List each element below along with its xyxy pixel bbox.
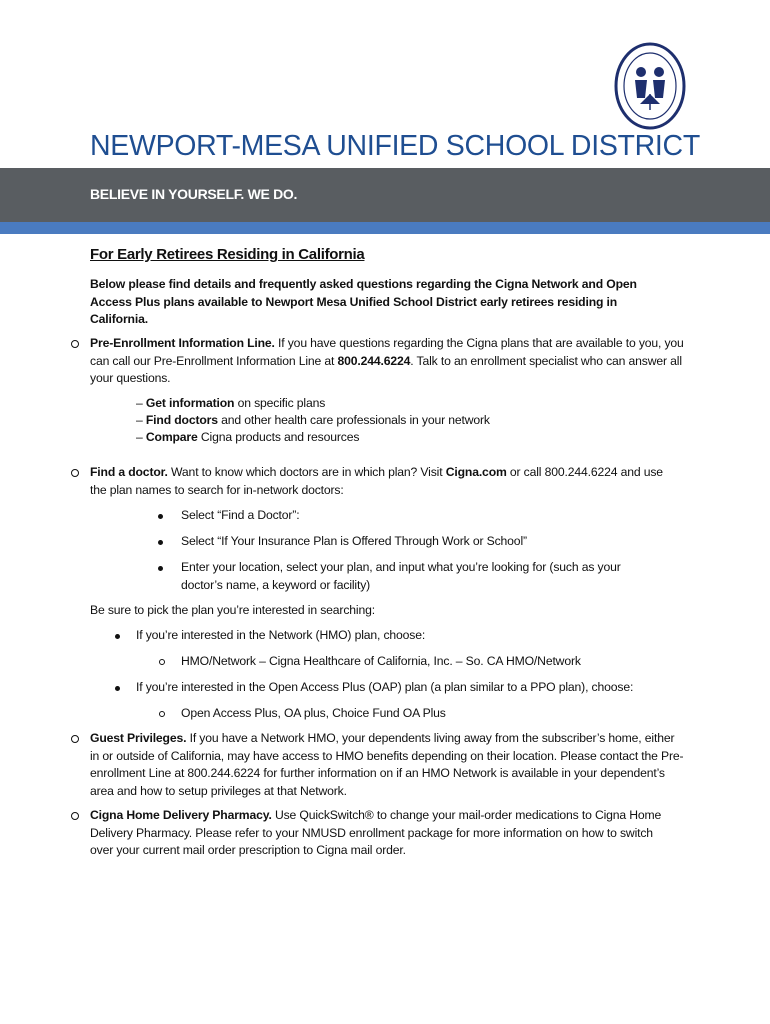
bullet-icon (158, 566, 163, 571)
ring-bullet-icon (159, 711, 165, 717)
hmo-plan: HMO/Network – Cigna Healthcare of California, Inc. – So. CA HMO/Network (181, 654, 581, 668)
district-title: NEWPORT-MESA UNIFIED SCHOOL DISTRICT (90, 130, 700, 162)
hmo-choice: If you’re interested in the Network (HMO) plan, choose: (136, 628, 426, 642)
outline-bullet-icon (71, 340, 79, 348)
intro-paragraph: Below please find details and frequently asked questions regarding the Cigna Network and Open Access Plus plans available to Newport Mesa Unified School District early retirees residing in California. (90, 277, 637, 326)
pharmacy-title: Cigna Home Delivery Pharmacy. (90, 808, 272, 822)
pharmacy-text: Use QuickSwitch® to change your mail-order medications to Cigna Home Delivery Pharmacy. Please refer to your NMUSD enrollment package for more information on how to switch over your current mail order prescription to Cigna mail order. (90, 808, 662, 857)
outline-bullet-icon (71, 735, 79, 743)
pre-enrollment-title: Pre-Enrollment Information Line. (90, 336, 275, 350)
list-item-bold: Compare (145, 430, 198, 444)
be-sure-text: Be sure to pick the plan you’re interested in searching: (90, 603, 375, 617)
list-item: – Compare Cigna products and resources (136, 430, 360, 444)
tagline-banner (0, 168, 770, 222)
accent-strip (0, 222, 770, 234)
bullet-icon (158, 514, 163, 519)
bullet-icon (115, 686, 120, 691)
pre-enrollment-text-1: If you have questions regarding the Cigna plans that are available to you, you can call our Pre-Enrollment Information Line at (90, 336, 684, 368)
find-doctor-text-1: Want to know which doctors are in which plan? Visit (167, 465, 446, 479)
bullet-icon (115, 634, 120, 639)
district-seal-logo (614, 42, 686, 130)
list-item-bold: Find doctors (145, 413, 218, 427)
bullet-icon (158, 540, 163, 545)
step-item-continued: doctor’s name, a keyword or facility) (181, 578, 371, 592)
tagline: BELIEVE IN YOURSELF. WE DO. (90, 186, 298, 202)
guest-text: If you have a Network HMO, your dependents living away from the subscriber’s home, either in or outside of California, may have access to HMO benefits depending on their location. Please contact the Pre-enrollment Line at 800.244.6224 for further information on if an HMO Network is available in your dependent’s area and how to setup privileges at that Network. (90, 731, 684, 798)
list-item-text: Cigna products and resources (197, 430, 360, 444)
section-heading: For Early Retirees Residing in California (90, 246, 365, 263)
list-item: – Find doctors and other health care professionals in your network (136, 413, 490, 427)
find-doctor-paragraph (90, 464, 680, 499)
list-item-text: on specific plans (234, 396, 326, 410)
outline-bullet-icon (71, 469, 79, 477)
ring-bullet-icon (159, 659, 165, 665)
list-item: – Get information on specific plans (136, 396, 326, 410)
find-doctor-title: Find a doctor. (90, 465, 168, 479)
pre-enrollment-phone: 800.244.6224 (337, 353, 411, 368)
pre-enrollment-text-2: . Talk to an enrollment specialist who can answer all your questions. (90, 353, 682, 385)
find-doctor-text-2: or call 800.244.6224 and use the plan names to search for in-network doctors: (90, 465, 663, 497)
oap-choice: If you’re interested in the Open Access Plus (OAP) plan (a plan similar to a PPO plan), choose: (136, 680, 634, 694)
outline-bullet-icon (71, 812, 79, 820)
step-item: Select “Find a Doctor”: (181, 508, 300, 522)
oap-plan: Open Access Plus, OA plus, Choice Fund OA Plus (181, 706, 446, 720)
list-item-text: and other health care professionals in your network (217, 413, 490, 427)
guest-privileges-paragraph (90, 730, 685, 800)
pre-enrollment-paragraph (90, 335, 690, 388)
cigna-site: Cigna.com (445, 465, 507, 479)
list-item-bold: Get information (145, 396, 235, 410)
step-item: Select “If Your Insurance Plan is Offered Through Work or School” (181, 534, 527, 548)
pharmacy-paragraph (90, 807, 665, 860)
step-item: Enter your location, select your plan, and input what you’re looking for (such as your (181, 560, 621, 574)
guest-title: Guest Privileges. (90, 731, 187, 745)
